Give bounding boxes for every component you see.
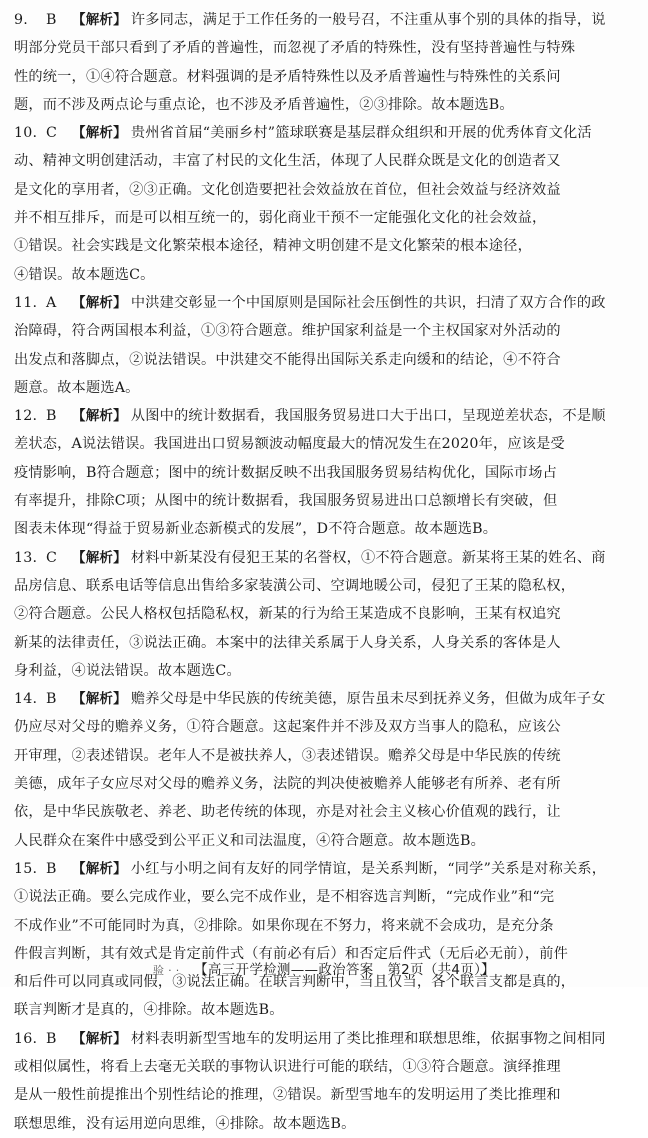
explanation-text: 贵州省首届“美丽乡村”篮球联赛是基层群众组织和开展的优秀体育文化活: [130, 125, 592, 142]
answer-item: [14, 685, 634, 855]
explanation-text: 是文化的享用者，②③正确。文化创造要把社会效益放在首位，但社会效益与经济效益: [14, 181, 561, 198]
explanation-text: ②符合题意。公民人格权包括隐私权，新某的行为给王某造成不良影响，王某有权追究: [14, 606, 561, 623]
explanation-text: ④错误。故本题选C。: [14, 266, 155, 283]
explanation-text: 从图中的统计数据看，我国服务贸易进口大于出口，呈现逆差状态，不是顺: [130, 408, 606, 425]
explanation-line: [14, 798, 634, 826]
analysis-tag: 【解析】: [72, 125, 127, 142]
explanation-line: [14, 91, 634, 119]
explanation-line: [14, 261, 634, 289]
analysis-tag: 【解析】: [72, 860, 127, 877]
explanation-line: [14, 374, 634, 402]
explanation-line: [14, 1081, 634, 1109]
explanation-line: [14, 232, 634, 260]
explanation-text: 小红与小明之间有友好的同学情谊，是关系判断，“同学”关系是对称关系，: [130, 860, 607, 877]
answer-letter: B: [46, 12, 57, 28]
analysis-tag: 【解析】: [72, 408, 127, 425]
analysis-tag: 【解析】: [72, 1030, 127, 1047]
answer-item: [14, 855, 634, 1025]
answer-letter: C: [46, 549, 58, 566]
explanation-line: [14, 6, 634, 34]
analysis-tag: 【解析】: [72, 294, 127, 311]
explanation-line: [14, 119, 634, 147]
answer-item: [14, 119, 634, 289]
analysis-tag: 【解析】: [72, 12, 127, 28]
explanation-text: 材料中新某没有侵犯王某的名誉权，①不符合题意。新某将王某的姓名、商: [130, 549, 606, 566]
question-number: 9.: [14, 12, 28, 28]
page-footer: [0, 958, 648, 978]
explanation-line: [14, 147, 634, 175]
analysis-tag: 【解析】: [72, 549, 127, 566]
explanation-line: [14, 289, 634, 317]
explanation-text: 差状态，A说法错误。我国进出口贸易额波动幅度最大的情况发生在2020年，应该是受: [14, 436, 565, 453]
explanation-text: 身利益，④说法错误。故本题选C。: [14, 662, 241, 679]
explanation-text: 治障碍，符合两国根本利益，①③符合题意。维护国家利益是一个主权国家对外活动的: [14, 323, 561, 340]
answer-item: [14, 6, 634, 119]
explanation-line: [14, 685, 634, 713]
explanation-line: [14, 1110, 634, 1138]
answer-letter: A: [46, 294, 57, 311]
explanation-text: ①说法正确。要么完成作业，要么完不成作业，是不相容选言判断，“完成作业”和“完: [14, 889, 555, 906]
explanation-text: 联想思维，没有运用逆向思维，④排除。故本题选B。: [14, 1115, 356, 1132]
explanation-text: 题意。故本题选A。: [14, 379, 140, 396]
explanation-text: ①错误。社会实践是文化繁荣根本途径，精神文明创建不是文化繁荣的根本途径，: [14, 238, 532, 255]
explanation-text: 图表未体现“得益于贸易新业态新模式的发展”，D不符合题意。故本题选B。: [14, 521, 498, 538]
explanation-text: 不成作业”不可能同时为真，②排除。如果你现在不努力，将来就不会成功，是充分条: [14, 917, 554, 934]
explanation-text: 出发点和落脚点，②说法错误。中洪建交不能得出国际关系走向缓和的结论，④不符合: [14, 351, 561, 368]
explanation-line: [14, 544, 634, 572]
question-number: 11.: [14, 294, 38, 311]
answer-item: [14, 544, 634, 685]
explanation-text: 明部分党员干部只看到了矛盾的普遍性，而忽视了矛盾的特殊性，没有坚持普遍性与特殊: [14, 40, 576, 57]
explanation-line: [14, 63, 634, 91]
explanation-text: 联言判断才是真的，④排除。故本题选B。: [14, 1002, 284, 1019]
explanation-text: 中洪建交彰显一个中国原则是国际社会压倒性的共识，扫清了双方合作的政: [130, 294, 606, 311]
explanation-line: [14, 827, 634, 855]
question-number: 10.: [14, 125, 38, 142]
answer-letter: C: [46, 125, 58, 142]
question-number: 15.: [14, 860, 38, 877]
footer-text: 【高三开学检测——政治答案 第2页（共4页）】: [194, 962, 495, 978]
question-number: 16.: [14, 1030, 38, 1047]
explanation-text: 并不相互排斥，而是可以相互统一的，弱化商业干预不一定能强化文化的社会效益，: [14, 210, 547, 227]
question-number: 14.: [14, 691, 38, 708]
answer-item: [14, 1025, 634, 1138]
explanation-line: [14, 204, 634, 232]
question-number: 13.: [14, 549, 38, 566]
explanation-line: [14, 176, 634, 204]
explanation-text: 材料表明新型雪地车的发明运用了类比推理和联想思维，依据事物之间相同: [130, 1030, 606, 1047]
explanation-line: [14, 742, 634, 770]
answer-letter: B: [46, 860, 57, 877]
explanation-line: [14, 912, 634, 940]
explanation-line: [14, 487, 634, 515]
footer-scribble: 验 · ·: [153, 964, 180, 977]
explanation-text: 新某的法律责任，③说法正确。本案中的法律关系属于人身关系，人身关系的客体是人: [14, 634, 561, 651]
analysis-tag: 【解析】: [72, 691, 127, 708]
answer-letter: B: [46, 691, 57, 708]
explanation-text: 题，而不涉及两点论与重点论，也不涉及矛盾普遍性，②③排除。故本题选B。: [14, 96, 514, 113]
explanation-text: 或相似属性，将看上去毫无关联的事物认识进行可能的联结，①③符合题意。演绎推理: [14, 1058, 561, 1075]
explanation-text: 开审理，②表述错误。老年人不是被扶养人，③表述错误。赡养父母是中华民族的传统: [14, 747, 561, 764]
explanation-line: [14, 34, 634, 62]
explanation-line: [14, 713, 634, 741]
explanation-line: [14, 657, 634, 685]
explanation-text: 和后件可以同真或同假，③说法正确。在联言判断中，当且仅当，各个联言支都是真的，: [14, 974, 576, 991]
explanation-text: 品房信息、联系电话等信息出售给多家装潢公司、空调地暖公司，侵犯了王某的隐私权，: [14, 577, 576, 594]
explanation-text: 美德，成年子女应尽对父母的赡养义务，法院的判决使被赡养人能够老有所养、老有所: [14, 776, 561, 793]
explanation-text: 性的统一，①④符合题意。材料强调的是矛盾特殊性以及矛盾普遍性与特殊性的关系问: [14, 68, 561, 85]
explanation-text: 有率提升，排除C项；从图中的统计数据看，我国服务贸易进出口总额增长有突破，但: [14, 493, 558, 510]
explanation-line: [14, 629, 634, 657]
explanation-line: [14, 459, 634, 487]
explanation-line: [14, 515, 634, 543]
explanation-line: [14, 770, 634, 798]
answer-item: [14, 289, 634, 402]
explanation-line: [14, 996, 634, 1024]
explanation-line: [14, 346, 634, 374]
explanation-text: 件假言判断，其有效式是肯定前件式（有前必有后）和否定后件式（无后必无前），前件: [14, 945, 569, 962]
answer-letter: B: [46, 1030, 57, 1047]
explanation-text: 人民群众在案件中感受到公平正义和司法温度，④符合题意。故本题选B。: [14, 832, 486, 849]
explanation-line: [14, 1025, 634, 1053]
explanation-text: 依，是中华民族敬老、养老、助老传统的体现，亦是对社会主义核心价值观的践行，让: [14, 804, 561, 821]
explanation-line: [14, 430, 634, 458]
explanation-text: 仍应尽对父母的赡养义务，①符合题意。这起案件并不涉及双方当事人的隐私，应该公: [14, 719, 561, 736]
explanation-line: [14, 572, 634, 600]
explanation-line: [14, 1053, 634, 1081]
answer-letter: B: [46, 408, 57, 425]
explanation-line: [14, 402, 634, 430]
explanation-text: 疫情影响，B符合题意；图中的统计数据反映不出我国服务贸易结构优化，国际市场占: [14, 464, 557, 481]
question-number: 12.: [14, 408, 38, 425]
explanation-text: 动、精神文明创建活动，丰富了村民的文化生活，体现了人民群众既是文化的创造者又: [14, 153, 561, 170]
explanation-line: [14, 855, 634, 883]
explanation-line: [14, 883, 634, 911]
explanation-line: [14, 600, 634, 628]
explanation-text: 赡养父母是中华民族的传统美德，原告虽未尽到抚养义务，但做为成年子女: [130, 691, 606, 708]
answer-item: [14, 402, 634, 543]
explanation-line: [14, 317, 634, 345]
explanation-text: 许多同志，满足于工作任务的一般号召，不注重从事个别的具体的指导，说: [130, 12, 606, 28]
explanation-text: 是从一般性前提推出个别性结论的推理，②错误。新型雪地车的发明运用了类比推理和: [14, 1087, 561, 1104]
